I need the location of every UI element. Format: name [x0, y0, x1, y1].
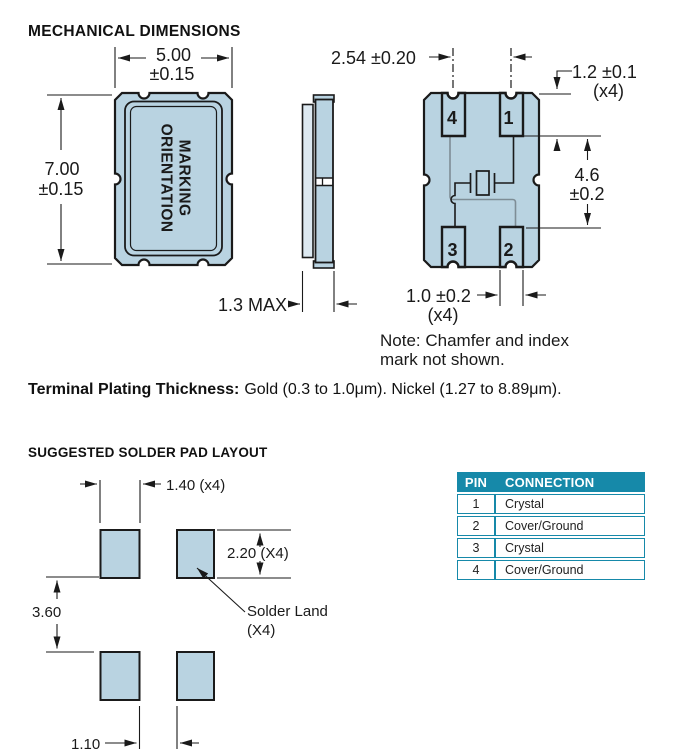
pitch-value: 2.54 ±0.20: [331, 48, 416, 68]
solder-pad-top-right: [177, 530, 214, 578]
pin-connection-table: [457, 470, 645, 582]
plating-value: Gold (0.3 to 1.0μm). Nickel (1.27 to 8.89μm).: [244, 381, 562, 398]
note-line2: mark not shown.: [380, 350, 505, 369]
pad-width-qty: (x4): [427, 305, 459, 325]
side-lid: [303, 105, 314, 258]
solder-land-leader: [197, 568, 245, 612]
connection-cell: Cover/Ground: [495, 560, 645, 580]
marking-orientation-text: [158, 124, 193, 233]
terminal-plating-note: [28, 381, 562, 399]
table-row: [457, 494, 645, 514]
side-thickness-dimension: [289, 271, 357, 312]
inner-dim-value: 4.6: [574, 165, 600, 185]
land-width-dimension: [80, 480, 161, 523]
pin-cell: 2: [457, 516, 495, 536]
front-width-tolerance: ±0.15: [149, 64, 195, 84]
connection-cell: Crystal: [495, 538, 645, 558]
solder-pad-bottom-left: [101, 652, 140, 700]
inner-dim-tolerance: ±0.2: [569, 184, 605, 204]
side-view: [303, 95, 335, 268]
solder-land-label-line1: Solder Land: [247, 603, 328, 620]
front-width-value: 5.00: [155, 45, 192, 65]
pad-centerlines: [453, 48, 511, 89]
pad-1-label: 1: [503, 108, 514, 128]
front-height-tolerance: ±0.15: [38, 179, 84, 199]
pin-header: PIN: [457, 472, 495, 492]
side-thickness-value: 1.3 MAX: [217, 295, 287, 315]
solder-land-label-line2: (X4): [247, 622, 276, 639]
vertical-gap-value: 3.60: [32, 604, 62, 621]
pad-height-qty: (x4): [593, 81, 624, 101]
table-row: [457, 538, 645, 558]
front-height-value: 7.00: [44, 159, 80, 179]
pad-height-value: 1.2 ±0.1: [572, 62, 637, 82]
connection-header: CONNECTION: [495, 472, 645, 492]
pad-3-label: 3: [447, 240, 458, 260]
solder-pad-bottom-right: [177, 652, 214, 700]
connection-cell: Crystal: [495, 494, 645, 514]
solder-pad-layout: [101, 530, 215, 700]
mechanical-dimensions-title: MECHANICAL DIMENSIONS: [28, 23, 241, 40]
side-seal-band: [317, 179, 333, 186]
pin-cell: 1: [457, 494, 495, 514]
pad-width-dimension: [477, 270, 546, 306]
horizontal-gap-dimension: [105, 706, 199, 749]
connection-cell: Cover/Ground: [495, 516, 645, 536]
pad-2-label: 2: [503, 240, 514, 260]
plating-label: Terminal Plating Thickness:: [28, 381, 240, 398]
table-header-row: [457, 472, 645, 492]
marking-line2: ORIENTATION: [157, 123, 175, 233]
pin-cell: 4: [457, 560, 495, 580]
pad-4-label: 4: [446, 108, 458, 128]
land-height-value: 2.20 (X4): [227, 545, 289, 562]
table-row: [457, 516, 645, 536]
horizontal-gap-value: 1.10: [71, 736, 101, 753]
table-row: [457, 560, 645, 580]
pin-cell: 3: [457, 538, 495, 558]
solder-pad-layout-title: SUGGESTED SOLDER PAD LAYOUT: [28, 445, 268, 460]
bottom-view: [424, 93, 539, 267]
note-line1: Note: Chamfer and index: [380, 331, 569, 350]
solder-pad-top-left: [101, 530, 140, 578]
marking-line1: MARKING: [175, 139, 193, 217]
land-width-value: 1.40 (x4): [166, 477, 226, 494]
pad-width-value: 1.0 ±0.2: [406, 286, 471, 306]
